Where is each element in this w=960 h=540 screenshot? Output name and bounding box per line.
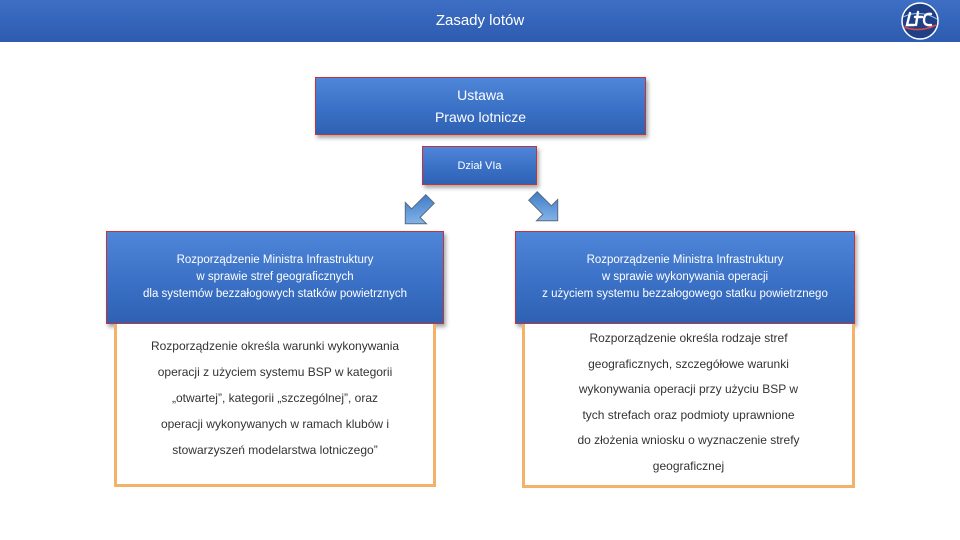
description-line: tych strefach oraz podmioty uprawnione bbox=[582, 407, 795, 422]
act-line: Prawo lotnicze bbox=[434, 109, 527, 125]
regulation-box-left bbox=[106, 231, 444, 324]
description-line: operacji z użyciem systemu BSP w kategorii bbox=[157, 365, 393, 379]
section-box bbox=[422, 146, 537, 185]
act-line: Ustawa bbox=[457, 87, 504, 103]
arrow-down-right-icon bbox=[525, 188, 565, 228]
regulation-title-line: dla systemów bezzałogowych statków powietrznych bbox=[143, 288, 407, 300]
regulation-title-line: Rozporządzenie Ministra Infrastruktury bbox=[176, 254, 374, 266]
page-title: Zasady lotów bbox=[435, 12, 525, 29]
arrow-down-left-icon bbox=[398, 191, 438, 231]
regulation-title-line: w sprawie wykonywania operacji bbox=[601, 271, 769, 283]
description-line: geograficznych, szczegółowe warunki bbox=[588, 356, 789, 371]
description-line: geograficznej bbox=[652, 458, 725, 473]
description-line: stowarzyszeń modelarstwa lotniczego” bbox=[172, 443, 378, 457]
regulation-title-line: Rozporządzenie Ministra Infrastruktury bbox=[586, 254, 784, 266]
section-label: Dział VIa bbox=[457, 159, 502, 172]
regulation-title-line: z użyciem systemu bezzałogowego statku powietrznego bbox=[542, 288, 828, 300]
regulation-box-right bbox=[515, 231, 855, 324]
act-box bbox=[315, 77, 646, 135]
description-line: wykonywania operacji przy użyciu BSP w bbox=[578, 382, 799, 396]
ulc-logo-icon bbox=[899, 1, 941, 41]
regulation-description-right bbox=[522, 324, 855, 488]
description-line: Rozporządzenie określa rodzaje stref bbox=[589, 331, 788, 345]
description-line: operacji wykonywanych w ramach klubów i bbox=[160, 417, 390, 431]
description-line: „otwartej”, kategorii „szczególnej”, oraz bbox=[171, 391, 379, 405]
description-line: Rozporządzenie określa warunki wykonywania bbox=[150, 339, 400, 353]
regulation-description-left bbox=[114, 324, 436, 487]
regulation-title-line: w sprawie stref geograficznych bbox=[196, 271, 354, 283]
description-line: do złożenia wniosku o wyznaczenie strefy bbox=[577, 433, 800, 447]
